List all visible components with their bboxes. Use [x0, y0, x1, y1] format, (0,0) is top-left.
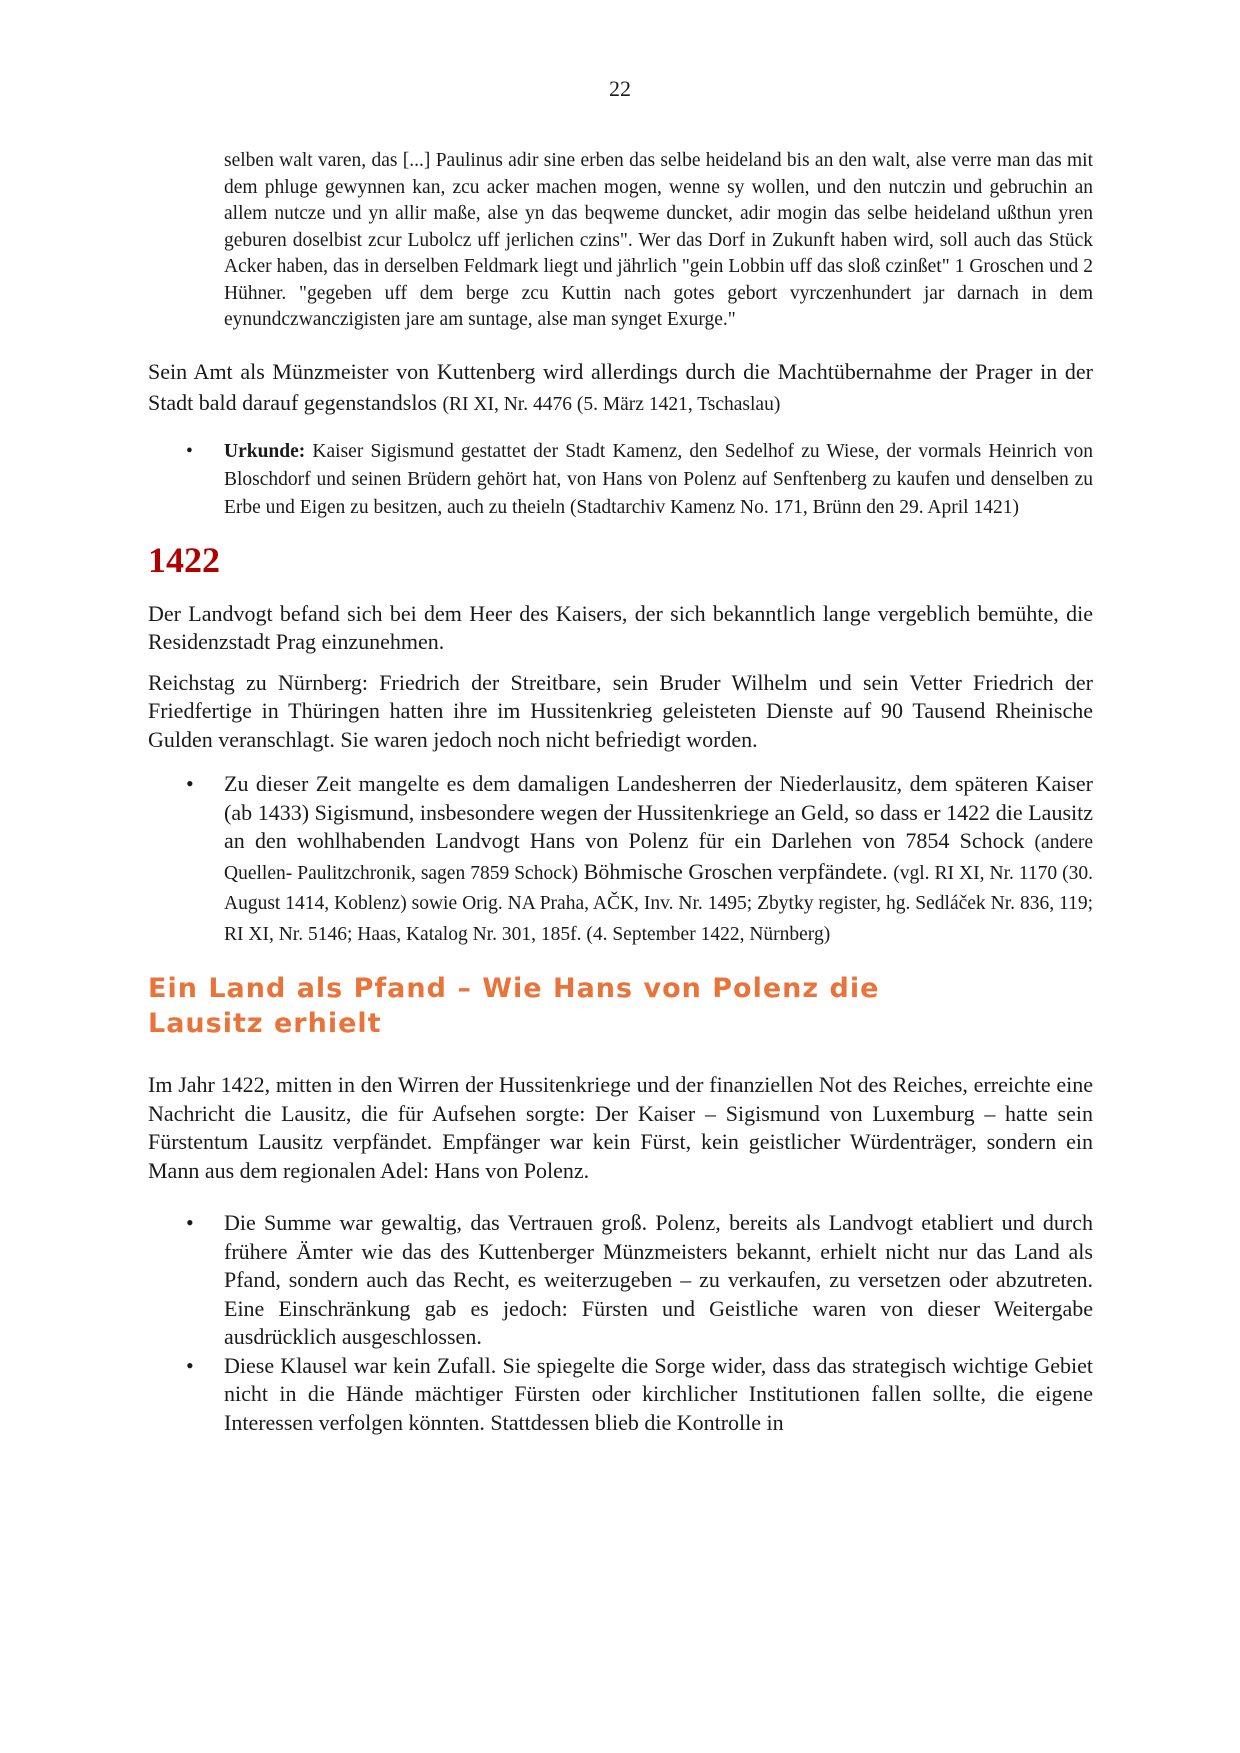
- final-list-text: Die Summe war gewaltig, das Vertrauen groß. Polenz, bereits als Landvogt etabliert und durch frühere Ämter wie das des Kuttenberger Münzmeisters bekannt, erhielt nicht nur das Land als Pfand, sondern auch das Recht, es weiterzugeben – zu verkaufen, zu versetzen oder abzutreten. Eine Einschränkung gab es jedoch: Fürsten und Geistliche waren von dieser Weitergabe ausdrücklich ausgeschlossen.: [224, 1210, 1093, 1349]
- urkunde-text: Kaiser Sigismund gestattet der Stadt Kamenz, den Sedelhof zu Wiese, der vormals Heinrich von Bloschdorf und seinen Brüdern gehört hat, von Hans von Polenz auf Senftenberg zu kaufen und denselben zu Erbe und Eigen zu besitzen, auch zu theieln (Stadtarchiv Kamenz No. 171, Brünn den 29. April 1421): [224, 440, 1093, 518]
- paragraph-muenzmeister: [148, 356, 1093, 420]
- paragraph-reichstag: Reichstag zu Nürnberg: Friedrich der Streitbare, sein Bruder Wilhelm und sein Vetter Friedrich der Friedfertige in Thüringen hatten ihre im Hussitenkrieg geleisteten Dienste auf 90 Tausend Rheinische Gulden veranschlagt. Sie waren jedoch noch nicht befriedigt worden.: [148, 669, 1093, 752]
- list-item: [148, 1209, 1093, 1352]
- paragraph-landvogt: Der Landvogt befand sich bei dem Heer des Kaisers, der sich bekanntlich lange vergeblich bemühte, die Residenzstadt Prag einzunehmen.: [148, 600, 1093, 654]
- bullet-marker: •: [186, 771, 194, 796]
- list-item: [148, 1352, 1093, 1438]
- verpfaendung-reference-a: (andere Quellen- Paulitzchronik, sagen 7859 Schock): [224, 832, 1093, 884]
- final-list: [148, 1209, 1093, 1437]
- section-heading: Ein Land als Pfand – Wie Hans von Polenz die Lausitz erhielt: [148, 973, 880, 1039]
- bullet-marker: •: [186, 440, 193, 462]
- list-item: [148, 770, 1093, 949]
- verpfaendung-list: [148, 770, 1093, 949]
- list-item: [148, 438, 1093, 522]
- urkunde-label: Urkunde:: [224, 440, 306, 462]
- final-list-text: Diese Klausel war kein Zufall. Sie spiegelte die Sorge wider, dass das strategisch wichtige Gebiet nicht in die Hände mächtiger Fürsten oder kirchlicher Institutionen fallen sollte, die eigene Interessen verfolgen könnten. Stattdessen blieb die Kontrolle in: [224, 1352, 1093, 1435]
- paragraph-muenzmeister-reference: (RI XI, Nr. 4476 (5. März 1421, Tschaslau): [442, 393, 781, 415]
- urkunde-list: [148, 438, 1093, 522]
- bullet-marker: •: [186, 1352, 194, 1378]
- paragraph-jahr-1422: Im Jahr 1422, mitten in den Wirren der Hussitenkriege und der finanziellen Not des Reiches, erreichte eine Nachricht die Lausitz, die für Aufsehen sorgte: Der Kaiser – Sigismund von Luxemburg – hatte sein Fürstentum Lausitz verpfändet. Empfänger war kein Fürst, kein geistlicher Würdenträger, sondern ein Mann aus dem regionalen Adel: Hans von Polenz.: [148, 1072, 1093, 1183]
- verpfaendung-text-a: Zu dieser Zeit mangelte es dem damaligen Landesherren der Niederlausitz, dem späteren Kaiser (ab 1433) Sigismund, insbesondere wegen der Hussitenkriege an Geld, so dass er 1422 die Lausitz an den wohlhabenden Landvogt Hans von Polenz für ein Darlehen von 7854 Schock: [224, 771, 1093, 853]
- paragraph-muenzmeister-text: Sein Amt als Münzmeister von Kuttenberg wird allerdings durch die Machtübernahme der Prager in der Stadt bald darauf gegenstandslos: [148, 358, 1093, 415]
- page-content: [148, 148, 1093, 1437]
- verpfaendung-reference-b: (vgl. RI XI, Nr. 1170 (30. August 1414, Koblenz) sowie Orig. NA Praha, AČK, Inv. Nr. 1495; Zbytky register, hg. Sedláček Nr. 836, 119; RI XI, Nr. 5146; Haas, Katalog Nr. 301, 185f. (4. September 1422, Nürnberg): [224, 862, 1094, 945]
- year-heading: 1422: [148, 539, 220, 580]
- quote-block: selben walt varen, das [...] Paulinus adir sine erben das selbe heideland bis an den walt, alse verre man das mit dem phluge gewynnen kan, zcu acker machen mogen, wenne sy wollen, und den nutczin und gebruchin an allem nutcze und yn allir maße, alse yn das beqweme duncket, adir mogin das selbe heideland ußthun yren geburen doselbist zcur Lubolcz uff jerlichen czins". Wer das Dorf in Zukunft haben wird, soll auch das Stück Acker haben, das in derselben Feldmark liegt und jährlich "gein Lobbin uff das sloß czinßet" 1 Groschen und 2 Hühner. "gegeben uff dem berge zcu Kuttin nach gotes gebort vyrczenhundert jar darnach in dem eynundczwanczigisten jare am suntage, alse man synget Exurge.": [224, 150, 1093, 330]
- page-number: 22: [609, 76, 631, 101]
- verpfaendung-text-b: Böhmische Groschen verpfändete.: [578, 858, 894, 884]
- bullet-marker: •: [186, 1210, 194, 1235]
